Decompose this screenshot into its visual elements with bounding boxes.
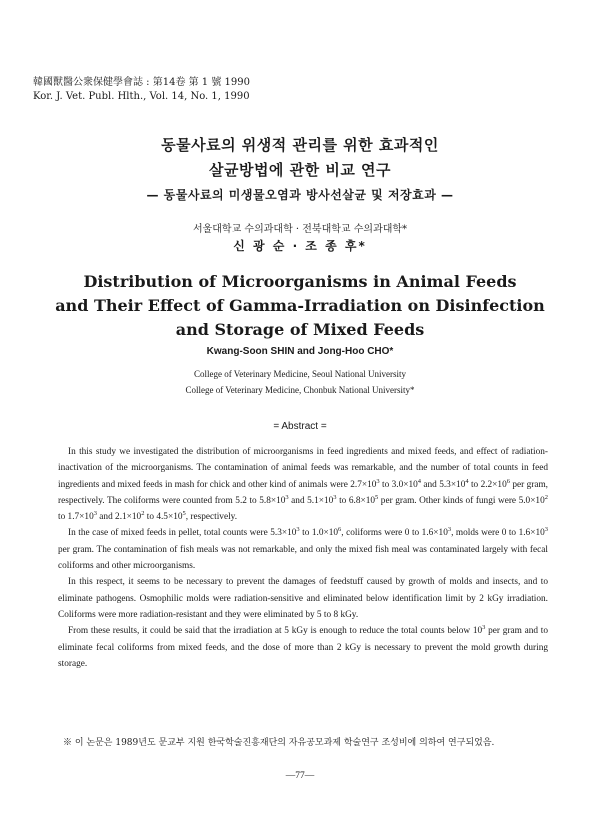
korean-title-line-2: 살균방법에 관한 비교 연구: [208, 161, 392, 179]
korean-title: [0, 133, 600, 205]
abstract-heading: = Abstract =: [273, 421, 327, 432]
affiliation-1: College of Veterinary Medicine, Seoul National University: [193, 369, 407, 379]
journal-name-korean: 韓國獸醫公衆保健學會誌 : 第14卷 第 1 號 1990: [33, 77, 250, 88]
journal-header: [33, 76, 250, 104]
funding-footnote: ※ 이 논문은 1989년도 문교부 지원 한국학술진흥재단의 자유공모과제 학술연구 조성비에 의하여 연구되었음.: [63, 738, 495, 748]
abstract-paragraph-1: In this study we investigated the distribution of microorganisms in feed ingredients and mixed feeds, and effect of radiation-inactivation of the microorganisms. The contamination of animal feeds was remarkable, and the number of total counts in feed ingredients and mixed feeds in mash for chick and other kind of animals were $2.7\times 10^3$ to $3.0\times 10^4$ and $5.3\times 10^4$ to $2.2\times 10^6$ per gram, respectively. The coliforms were counted from 5.2 to $5.8\times 10^3$ and $5.1\times 10^3$ to $6.8\times 10^5$ per gram. Other kinds of fungi were $5.0\times 10^2$ to $1.7\times 10^3$ and $2.1\times 10^2$ to $4.5\times 10^5$, respectively.: [58, 447, 549, 523]
abstract-paragraph-2: In the case of mixed feeds in pellet, total counts were $5.3\times 10^3$ to $1.0\times 10^6$, coliforms were 0 to $1.6\times 10^3$, molds were 0 to $1.6\times 10^3$ per gram. The contamination of fish meals was not remarkable, and only the mixed fish meal was contaminated largely with fecal coliforms and other microorganisms.: [58, 526, 548, 572]
affiliation-2: College of Veterinary Medicine, Chonbuk National University*: [185, 385, 415, 395]
korean-subtitle: — 동물사료의 미생물오염과 방사선살균 및 저장효과 —: [146, 188, 454, 202]
korean-affiliation: 서울대학교 수의과대학 · 전북대학교 수의과대학*: [192, 224, 408, 235]
page-number: —77—: [285, 771, 315, 781]
journal-name-english: Kor. J. Vet. Publ. Hlth., Vol. 14, No. 1, 1990: [33, 91, 250, 102]
english-title-line-2: and Their Effect of Gamma-Irradiation on Disinfection: [55, 296, 545, 315]
abstract-paragraph-3: In this respect, it seems to be necessary to prevent the damages of feedstuff caused by growth of molds and insects, and to eliminate pathogens. Osmophilic molds were radiation-sensitive and eliminated below identification limit by 2 kGy irradiation. Coliforms were more radiation-resistant and they were eliminated by 5 to 8 kGy.: [58, 577, 548, 620]
english-affiliations: [0, 366, 600, 398]
english-title-line-3: and Storage of Mixed Feeds: [175, 320, 425, 339]
abstract-body: [58, 444, 548, 672]
abstract-paragraph-4: From these results, it could be said that the irradiation at 5 kGy is enough to reduce the total counts below $10^3$ per gram and to eliminate fecal coliforms from mixed feeds, and the dose of more than 2 kGy is necessary to prevent the mold growth during storage.: [58, 624, 548, 669]
korean-authors: 신 광 순 · 조 종 후*: [233, 239, 367, 253]
korean-title-line-1: 동물사료의 위생적 관리를 위한 효과적인: [161, 136, 439, 154]
english-title-line-1: Distribution of Microorganisms in Animal Feeds: [83, 272, 517, 291]
english-authors: Kwang-Soon SHIN and Jong-Hoo CHO*: [206, 346, 394, 357]
english-title: [0, 270, 600, 342]
